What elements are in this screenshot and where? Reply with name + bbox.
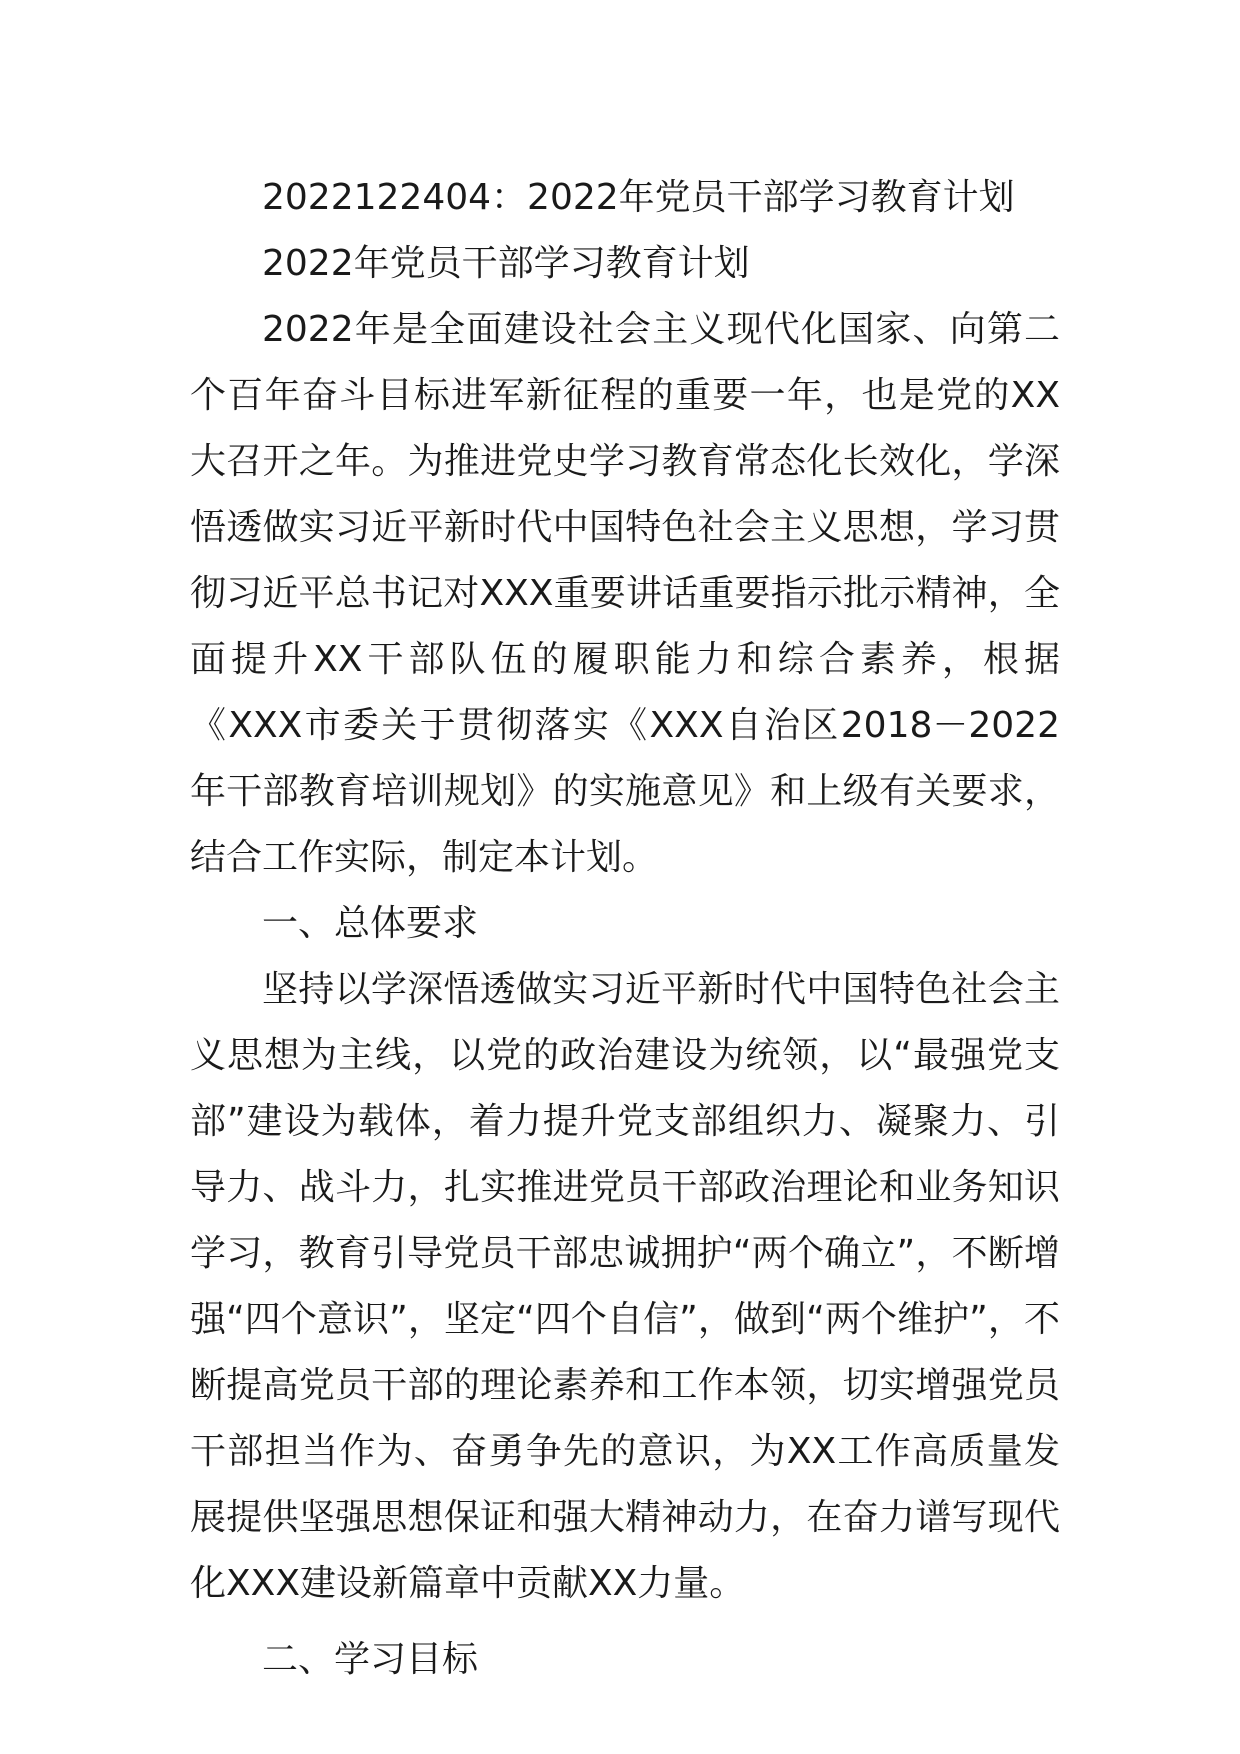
- intro-paragraph: 2022年是全面建设社会主义现代化国家、向第二个百年奋斗目标进军新征程的重要一年，也是党的XX大召开之年。为推进党史学习教育常态化长效化，学深悟透做实习近平新时代中国特色社会主义思想，学习贯彻习近平总书记对XXX重要讲话重要指示批示精神，全面提升XX干部队伍的履职能力和综合素养，根据《XXX市委关于贯彻落实《XXX自治区2018－2022年干部教育培训规划》的实施意见》和上级有关要求，结合工作实际，制定本计划。: [190, 309, 1060, 878]
- section-heading-general-requirements: 一、总体要求: [262, 903, 479, 944]
- document-title-line: 2022122404：2022年党员干部学习教育计划: [262, 177, 1015, 218]
- document-body: [190, 165, 1060, 1693]
- document-main-title: 2022年党员干部学习教育计划: [262, 243, 750, 284]
- general-requirements-paragraph: 坚持以学深悟透做实习近平新时代中国特色社会主义思想为主线，以党的政治建设为统领，以“最强党支部”建设为载体，着力提升党支部组织力、凝聚力、引导力、战斗力，扎实推进党员干部政治理论和业务知识学习，教育引导党员干部忠诚拥护“两个确立”，不断增强“四个意识”，坚定“四个自信”，做到“两个维护”，不断提高党员干部的理论素养和工作本领，切实增强党员干部担当作为、奋勇争先的意识，为XX工作高质量发展提供坚强思想保证和强大精神动力，在奋力谱写现代化XXX建设新篇章中贡献XX力量。: [190, 969, 1060, 1604]
- section-heading-learning-goals: 二、学习目标: [262, 1639, 479, 1680]
